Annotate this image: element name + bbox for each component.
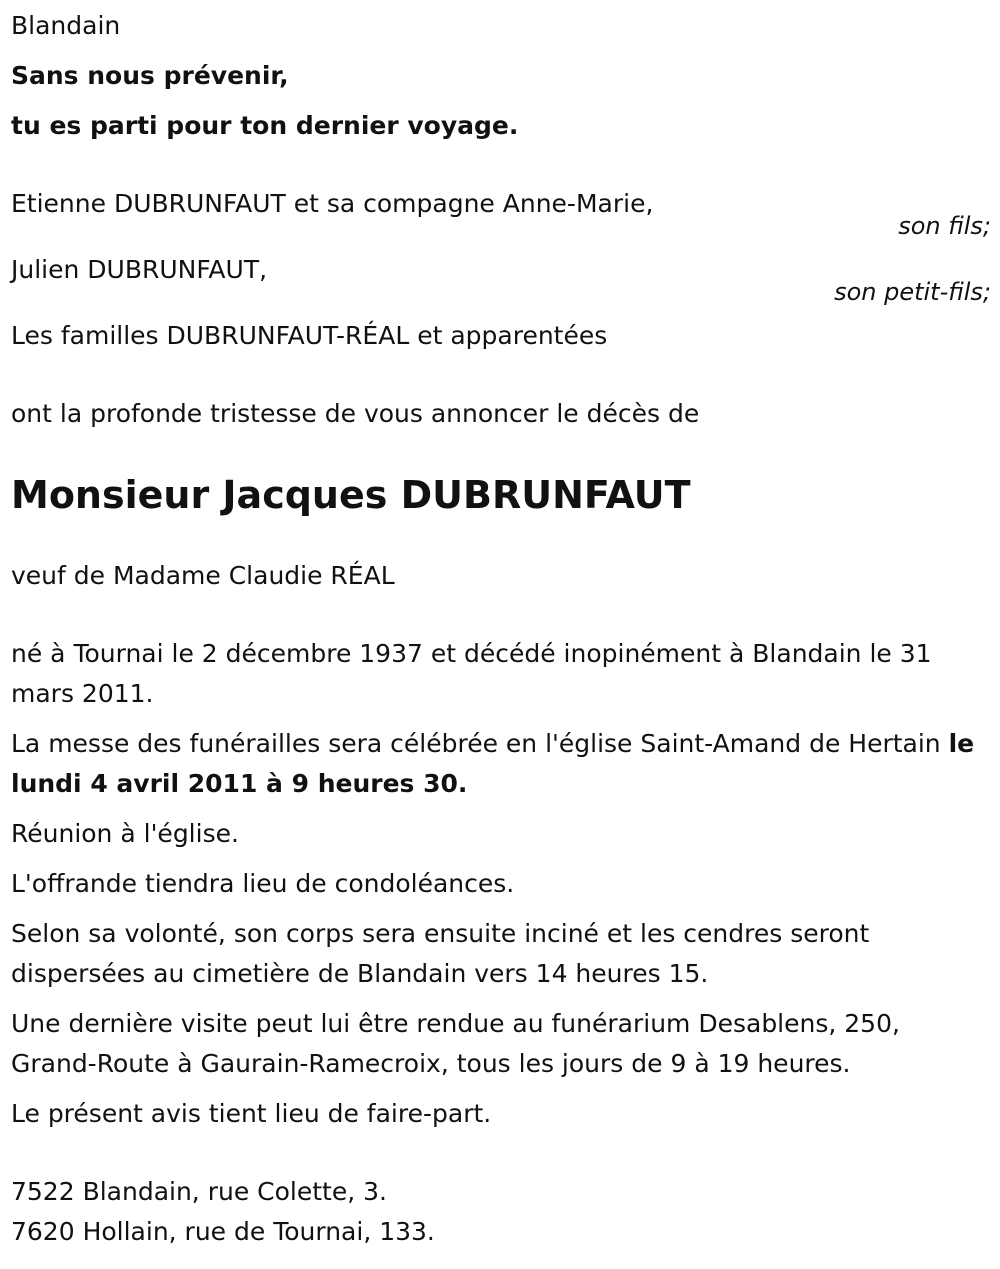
- family-relation: son petit-fils;: [834, 278, 991, 306]
- spouse-line: veuf de Madame Claudie RÉAL: [11, 561, 395, 590]
- visit-line: Une dernière visite peut lui être rendue au funérarium Desablens, 250, Grand-Route à Gaurain-Ramecroix, tous les jours de 9 à 19 heures.: [11, 1009, 900, 1078]
- announcement: ont la profonde tristesse de vous annoncer le décès de: [11, 399, 700, 428]
- mass-date: le lundi 4 avril 2011 à 9 heures 30.: [11, 729, 975, 798]
- deceased-name: Monsieur Jacques DUBRUNFAUT: [11, 473, 691, 517]
- mass-text: La messe des funérailles sera célébrée en l'église Saint-Amand de Hertain: [11, 729, 949, 758]
- family-name: Etienne DUBRUNFAUT et sa compagne Anne-Marie,: [11, 189, 654, 218]
- family-relation: son fils;: [898, 212, 991, 240]
- offering-line: L'offrande tiendra lieu de condoléances.: [11, 869, 515, 898]
- address-line: 7620 Hollain, rue de Tournai, 133.: [11, 1217, 435, 1246]
- address-line: 7522 Blandain, rue Colette, 3.: [11, 1177, 387, 1206]
- obituary-notice: [11, 6, 991, 1252]
- intro-line-1: Sans nous prévenir,: [11, 61, 289, 90]
- family-name: Les familles DUBRUNFAUT-RÉAL et apparentées: [11, 321, 608, 350]
- family-row: [11, 316, 991, 356]
- place-heading: Blandain: [11, 11, 121, 40]
- notice-line: Le présent avis tient lieu de faire-part.: [11, 1099, 492, 1128]
- funeral-mass: [11, 724, 991, 804]
- family-row: [11, 184, 991, 240]
- cremation-line: Selon sa volonté, son corps sera ensuite inciné et les cendres seront dispersées au cimetière de Blandain vers 14 heures 15.: [11, 919, 870, 988]
- family-row: [11, 250, 991, 306]
- meeting-line: Réunion à l'église.: [11, 819, 239, 848]
- intro-line-2: tu es parti pour ton dernier voyage.: [11, 111, 519, 140]
- birth-death: né à Tournai le 2 décembre 1937 et décédé inopinément à Blandain le 31 mars 2011.: [11, 639, 932, 708]
- family-name: Julien DUBRUNFAUT,: [11, 255, 268, 284]
